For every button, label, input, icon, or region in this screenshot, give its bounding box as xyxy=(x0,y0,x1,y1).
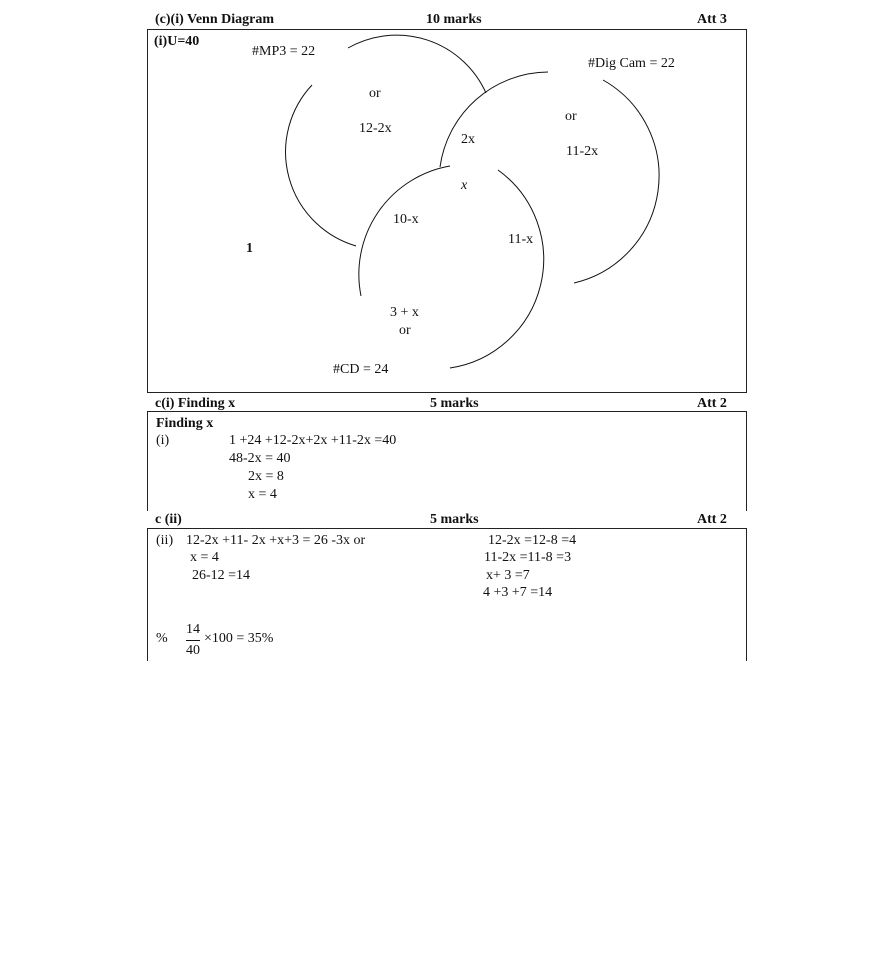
digcam-or: or xyxy=(565,109,577,124)
cd-circle-right xyxy=(450,170,544,368)
digcam-only-value: 11-2x xyxy=(566,144,599,159)
section3-title: c (ii) xyxy=(155,512,182,527)
venn-diagram xyxy=(148,30,746,392)
outside-value: 1 xyxy=(246,241,253,256)
finding-x-line-1: 1 +24 +12-2x+2x +11-2x =40 xyxy=(229,433,397,448)
part-ii-left-line-3: 26-12 =14 xyxy=(192,568,251,583)
part-ii-label: (ii) xyxy=(156,533,174,548)
finding-x-part: (i) xyxy=(156,433,170,448)
mp3-only-value: 12-2x xyxy=(359,121,392,136)
percent-fraction xyxy=(186,622,200,659)
percent-result: ×100 = 35% xyxy=(204,631,274,646)
finding-x-line-2: 48-2x = 40 xyxy=(229,451,291,466)
mp3-digcam-value: 2x xyxy=(461,132,475,147)
section2-marks: 5 marks xyxy=(430,396,479,411)
mp3-or: or xyxy=(369,86,381,101)
fraction-numerator: 14 xyxy=(186,622,200,637)
section1-title: (c)(i) Venn Diagram xyxy=(155,12,274,27)
percent-label: % xyxy=(156,631,168,646)
all-three-value: x xyxy=(461,178,468,193)
mp3-cd-value: 10-x xyxy=(393,212,419,227)
part-ii-left-line-2: x = 4 xyxy=(190,550,219,565)
fraction-bar xyxy=(186,640,200,641)
mp3-label: #MP3 = 22 xyxy=(252,44,316,59)
part-ii-left-line-1: 12-2x +11- 2x +x+3 = 26 -3x or xyxy=(186,533,366,548)
cd-circle xyxy=(359,166,450,296)
part-ii-right-line-4: 4 +3 +7 =14 xyxy=(483,585,553,600)
finding-x-line-4: x = 4 xyxy=(248,487,277,502)
finding-x-box xyxy=(147,411,747,511)
cd-or: or xyxy=(399,323,411,338)
part-ii-right-line-1: 12-2x =12-8 =4 xyxy=(488,533,577,548)
venn-box xyxy=(147,29,747,393)
finding-x-line-3: 2x = 8 xyxy=(248,469,284,484)
part-ii-box xyxy=(147,528,747,661)
section2-title: c(i) Finding x xyxy=(155,396,236,411)
finding-x-subtitle: Finding x xyxy=(156,416,214,431)
digcam-cd-value: 11-x xyxy=(508,232,534,247)
digcam-circle-right xyxy=(574,80,659,283)
part-ii-right-line-2: 11-2x =11-8 =3 xyxy=(484,550,572,565)
part-ii-right-line-3: x+ 3 =7 xyxy=(486,568,530,583)
cd-label: #CD = 24 xyxy=(333,362,389,377)
section1-att: Att 3 xyxy=(697,12,727,27)
fraction-denominator: 40 xyxy=(186,643,200,658)
section3-marks: 5 marks xyxy=(430,512,479,527)
universe-label: (i)U=40 xyxy=(154,34,200,49)
section3-att: Att 2 xyxy=(697,512,727,527)
digcam-label: #Dig Cam = 22 xyxy=(588,56,675,71)
section2-att: Att 2 xyxy=(697,396,727,411)
digcam-circle xyxy=(440,72,548,167)
mp3-circle-top xyxy=(348,35,486,93)
mp3-circle xyxy=(286,85,356,246)
section1-marks: 10 marks xyxy=(426,12,482,27)
cd-only-value: 3 + x xyxy=(390,305,419,320)
